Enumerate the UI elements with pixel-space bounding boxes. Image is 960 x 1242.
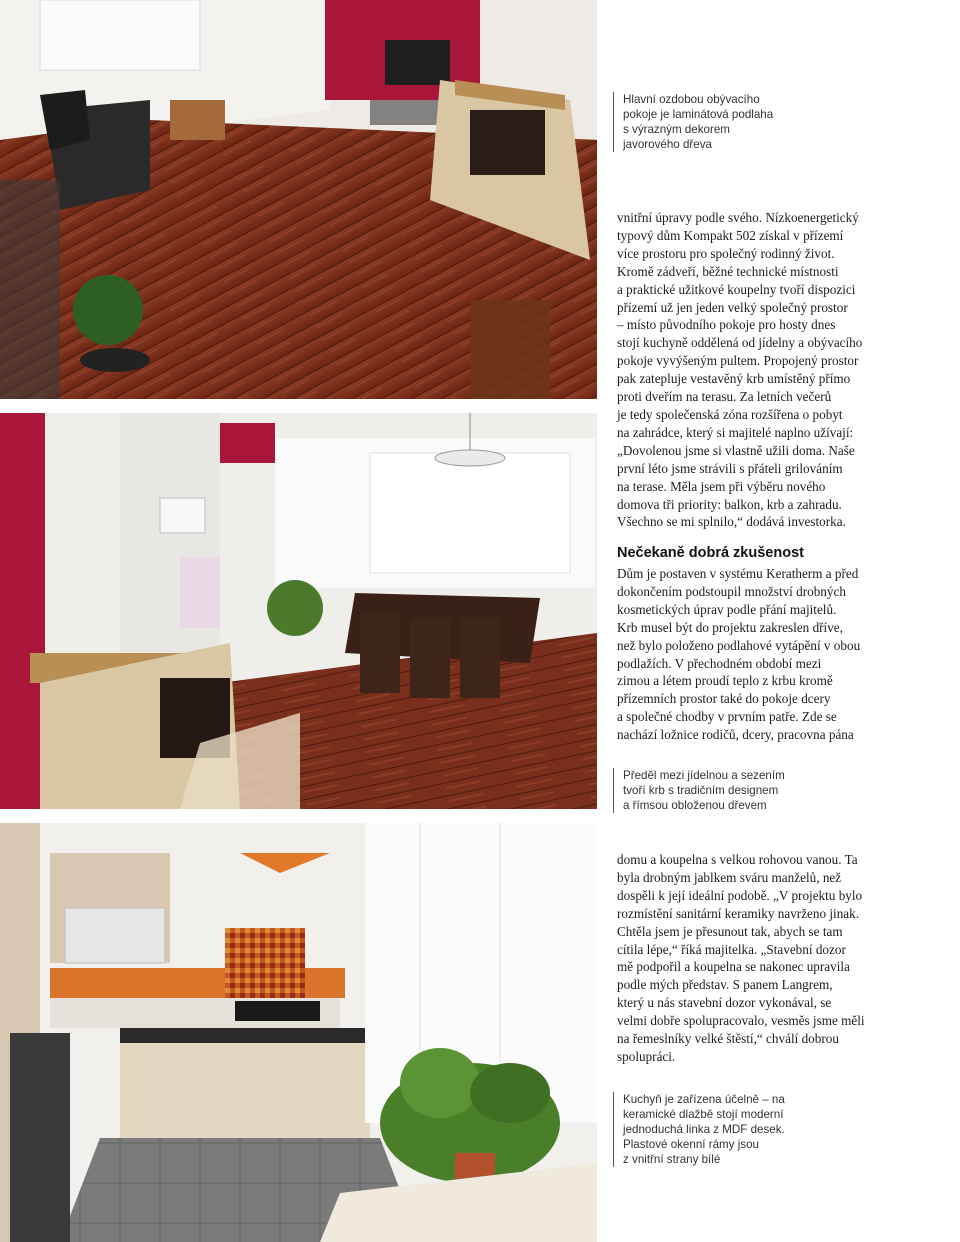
text-line: přízemních prostor také do pokoje dcery [617, 691, 831, 707]
caption-line: Předěl mezi jídelnou a sezením [623, 769, 785, 782]
article-text-block-2 [617, 565, 947, 744]
text-line: kosmetických úprav podle přání majitelů. [617, 601, 837, 617]
caption-line: javorového dřeva [623, 138, 712, 151]
caption-line: jednoduchá linka z MDF desek. [623, 1123, 785, 1136]
text-line: velmi dobře spolupracovalo, vesměs jsme měli [617, 1013, 865, 1029]
text-line: pak zatepluje vestavěný krb umístěný přímo [617, 371, 851, 387]
text-line: mě podpořil a koupelna se nakonec upravila [617, 959, 850, 975]
living-room-photo [0, 0, 597, 399]
text-line: první léto jsme strávili s přáteli grilováním [617, 460, 843, 476]
text-line: Všechno se mi splnilo,“ dodává investorka. [617, 514, 846, 530]
text-line: více prostoru pro společný rodinný život. [617, 245, 835, 261]
text-line: podle mých představ. S panem Langrem, [617, 977, 833, 993]
caption-line: a římsou obloženou dřevem [623, 799, 767, 812]
dining-room-caption [613, 768, 785, 813]
text-line: Krb musel být do projektu zakreslen dříve, [617, 619, 843, 635]
caption-line: z vnitřní strany bílé [623, 1153, 721, 1166]
text-line: stojí kuchyně oddělená od jídelny a obývacího [617, 335, 863, 351]
text-line: dokončením podstoupil množství drobných [617, 583, 846, 599]
text-line: cítila lépe,“ říká majitelka. „Stavební dozor [617, 941, 846, 957]
text-line: zimou a létem proudí teplo z krbu kromě [617, 673, 833, 689]
text-line: přízemí už jen jeden velký společný prostor [617, 299, 848, 315]
kitchen-photo [0, 823, 597, 1242]
kitchen-caption [613, 1092, 785, 1167]
text-line: podlažích. V přechodném období mezi [617, 655, 822, 671]
text-line: a společné chodby v prvním patře. Zde se [617, 709, 837, 725]
dining-room-photo [0, 413, 597, 809]
text-line: rozmístění sanitární keramiky navrženo jinak. [617, 905, 860, 921]
text-line: typový dům Kompakt 502 získal v přízemí [617, 227, 844, 243]
caption-line: Hlavní ozdobou obývacího [623, 93, 760, 106]
caption-line: pokoje je laminátová podlaha [623, 108, 774, 121]
text-line: – místo původního pokoje pro hosty dnes [617, 317, 836, 333]
text-line: domova tři priority: balkon, krb a zahradu. [617, 496, 842, 512]
text-line: domu a koupelna s velkou rohovou vanou. Ta [617, 852, 858, 867]
text-line: dospěli k její ideální podobě. „V projektu bylo [617, 887, 863, 903]
caption-line: keramické dlažbě stojí moderní [623, 1108, 784, 1121]
caption-line: tvoří krb s tradičním designem [623, 784, 779, 797]
caption-line: Plastové okenní rámy jsou [623, 1138, 759, 1151]
text-line: a praktické užitkové koupelny tvoří dispozici [617, 281, 856, 297]
text-line: na terase. Měla jsem při výběru nového [617, 478, 826, 494]
text-line: proti dveřím na terasu. Za letních večerů [617, 389, 832, 405]
text-line: vnitřní úpravy podle svého. Nízkoenergetický [617, 210, 859, 225]
caption-line: Kuchyň je zařízena účelně – na [623, 1093, 785, 1106]
living-room-caption [613, 92, 773, 152]
text-line: na řemeslníky velké štěstí,“ chválí dobrou [617, 1031, 839, 1047]
text-line: nachází ložnice rodičů, dcery, pracovna pána [617, 727, 854, 743]
text-line: byla drobným jablkem sváru manželů, než [617, 869, 842, 885]
text-line: Chtěla jsem je přesunout tak, abych se tam [617, 923, 843, 939]
text-line: Dům je postaven v systému Keratherm a před [617, 566, 859, 581]
article-text-block-3 [617, 851, 947, 1066]
text-line: pokoje vyvýšeným pultem. Propojený prostor [617, 353, 859, 369]
article-text-block-1 [617, 209, 947, 531]
text-line: je tedy společenská zóna rozšířena o pobyt [617, 406, 843, 422]
text-line: „Dovolenou jsme si vlastně užili doma. Naše [617, 442, 855, 458]
text-line: Kromě zádveří, běžné technické místnosti [617, 263, 839, 279]
text-line: spolupráci. [617, 1048, 676, 1064]
text-line: na zahrádce, který si majitelé naplno užívají: [617, 424, 854, 440]
section-heading: Nečekaně dobrá zkušenost [617, 545, 804, 561]
caption-line: s výrazným dekorem [623, 123, 730, 136]
text-line: než bylo položeno podlahové vytápění v obou [617, 637, 861, 653]
text-line: který u nás stavební dozor vykonával, se [617, 995, 832, 1011]
